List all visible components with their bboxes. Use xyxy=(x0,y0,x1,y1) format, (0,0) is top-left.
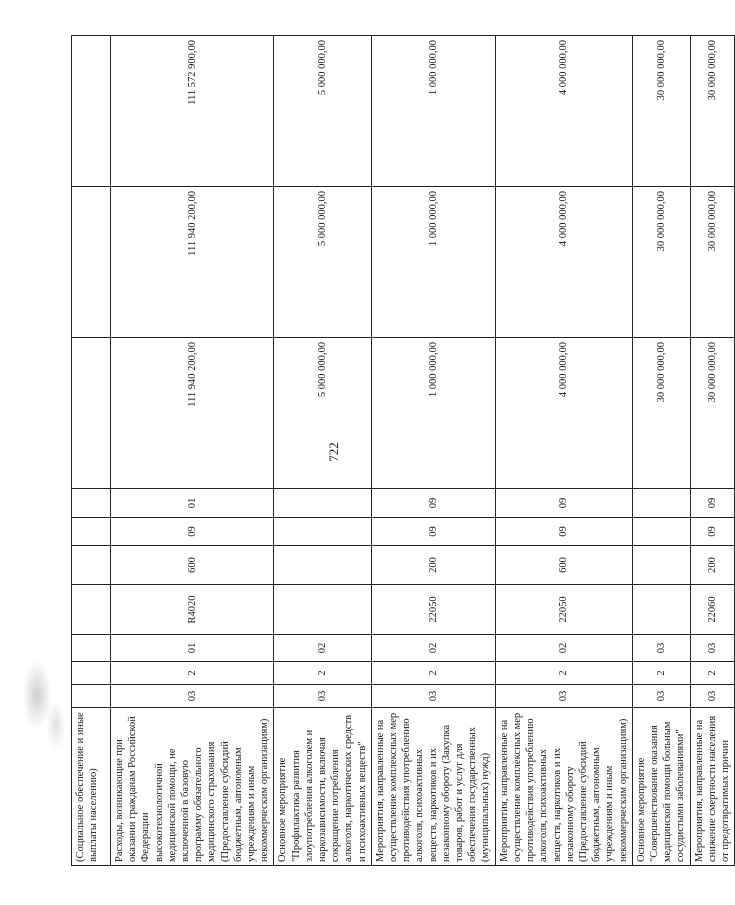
code-cell: 2 xyxy=(371,662,495,685)
amount-cell: 30 000 000,00 xyxy=(632,187,690,338)
amount-cell: 111 940 200,00 xyxy=(111,187,274,338)
code-cell xyxy=(72,685,111,708)
code-cell: 03 xyxy=(632,685,690,708)
code-cell: 09 xyxy=(371,518,495,546)
code-cell: 22060 xyxy=(690,585,735,635)
table-row xyxy=(371,36,495,866)
row-name: Расходы, возникающие при оказании гражданам Российской Федерации высокотехнологичной медицинской помощи, не включенной в базовую программу обязательного медицинского страхования (Предоставление субсидий бюджетным, автономным учреждениям и иным некоммерческим организациям) xyxy=(111,708,274,866)
code-cell xyxy=(274,585,371,635)
amount-cell: 111 572 900,00 xyxy=(111,36,274,187)
table-row xyxy=(632,36,690,866)
code-cell: 01 xyxy=(111,489,274,518)
code-cell: 2 xyxy=(111,662,274,685)
table-row xyxy=(274,36,371,866)
code-cell xyxy=(274,489,371,518)
code-cell: 02 xyxy=(371,635,495,662)
amount-cell xyxy=(72,36,111,187)
code-cell: 03 xyxy=(495,685,632,708)
code-cell xyxy=(632,489,690,518)
code-cell: 09 xyxy=(690,489,735,518)
amount-cell: 30 000 000,00 xyxy=(690,187,735,338)
code-cell xyxy=(72,585,111,635)
code-cell xyxy=(72,518,111,546)
code-cell: 09 xyxy=(495,489,632,518)
code-cell: 09 xyxy=(495,518,632,546)
code-cell: 09 xyxy=(371,489,495,518)
code-cell: R4020 xyxy=(111,585,274,635)
code-cell: 02 xyxy=(274,635,371,662)
code-cell: 2 xyxy=(495,662,632,685)
amount-cell: 30 000 000,00 xyxy=(632,338,690,489)
code-cell: 03 xyxy=(111,685,274,708)
row-name: Мероприятия, направленные на осуществление комплексных мер противодействия употреблению алкоголя, психоактивных веществ, наркотиков и их незаконному обороту (Предоставление субсидий бюджетным, автономным учреждениям и иным некоммерческим организациям) xyxy=(495,708,632,866)
amount-cell: 5 000 000,00 xyxy=(274,36,371,187)
budget-table xyxy=(71,35,735,866)
code-cell: 09 xyxy=(111,518,274,546)
amount-cell: 5 000 000,00 xyxy=(274,187,371,338)
amount-cell: 5 000 000,00 xyxy=(274,338,371,489)
table-row xyxy=(495,36,632,866)
amount-cell: 111 940 200,00 xyxy=(111,338,274,489)
amount-cell: 4 000 000,00 xyxy=(495,187,632,338)
amount-cell: 30 000 000,00 xyxy=(690,338,735,489)
amount-cell: 1 000 000,00 xyxy=(371,338,495,489)
amount-cell: 4 000 000,00 xyxy=(495,338,632,489)
row-name: Мероприятия, направленные на осуществление комплексных мер противодействия употреблению алкоголя, психоактивных веществ, наркотиков и их незаконному обороту (Закупка товаров, работ и услуг для обеспечения государственных (муниципальных) нужд) xyxy=(371,708,495,866)
code-cell: 200 xyxy=(371,546,495,585)
amount-cell: 4 000 000,00 xyxy=(495,36,632,187)
amount-cell: 1 000 000,00 xyxy=(371,187,495,338)
row-name: Мероприятия, направленные на снижение смертности населения от предотвратимых причин xyxy=(690,708,735,866)
scan-smudge xyxy=(46,700,66,750)
code-cell xyxy=(632,585,690,635)
rotated-budget-table-container xyxy=(71,36,731,866)
code-cell: 2 xyxy=(632,662,690,685)
code-cell xyxy=(274,518,371,546)
amount-cell: 30 000 000,00 xyxy=(632,36,690,187)
table-row xyxy=(690,36,735,866)
code-cell xyxy=(632,518,690,546)
code-cell xyxy=(72,662,111,685)
amount-cell xyxy=(72,338,111,489)
code-cell xyxy=(274,546,371,585)
code-cell: 03 xyxy=(632,635,690,662)
table-body xyxy=(72,36,735,866)
amount-cell: 30 000 000,00 xyxy=(690,36,735,187)
code-cell: 03 xyxy=(371,685,495,708)
code-cell: 22050 xyxy=(371,585,495,635)
row-name: Основное мероприятие "Совершенствование оказания медицинской помощи больным сосудистыми заболеваниями" xyxy=(632,708,690,866)
code-cell xyxy=(72,546,111,585)
row-name: (Социальное обеспечение и иные выплаты населению) xyxy=(72,708,111,866)
code-cell: 03 xyxy=(274,685,371,708)
code-cell: 600 xyxy=(495,546,632,585)
code-cell: 22050 xyxy=(495,585,632,635)
table-row xyxy=(111,36,274,866)
code-cell: 200 xyxy=(690,546,735,585)
code-cell: 600 xyxy=(111,546,274,585)
amount-cell: 1 000 000,00 xyxy=(371,36,495,187)
code-cell: 09 xyxy=(690,518,735,546)
code-cell: 03 xyxy=(690,685,735,708)
code-cell: 02 xyxy=(495,635,632,662)
code-cell: 2 xyxy=(274,662,371,685)
row-name: Основное мероприятие "Профилактика развития злоупотребления алкоголем и наркозависимости, включая сокращение потребления алкоголя, наркотических средств и психоактивных веществ" xyxy=(274,708,371,866)
code-cell xyxy=(72,635,111,662)
page-number: 722 xyxy=(326,442,341,462)
code-cell xyxy=(72,489,111,518)
amount-cell xyxy=(72,187,111,338)
code-cell xyxy=(632,546,690,585)
table-row xyxy=(72,36,111,866)
code-cell: 01 xyxy=(111,635,274,662)
code-cell: 03 xyxy=(690,635,735,662)
code-cell: 2 xyxy=(690,662,735,685)
